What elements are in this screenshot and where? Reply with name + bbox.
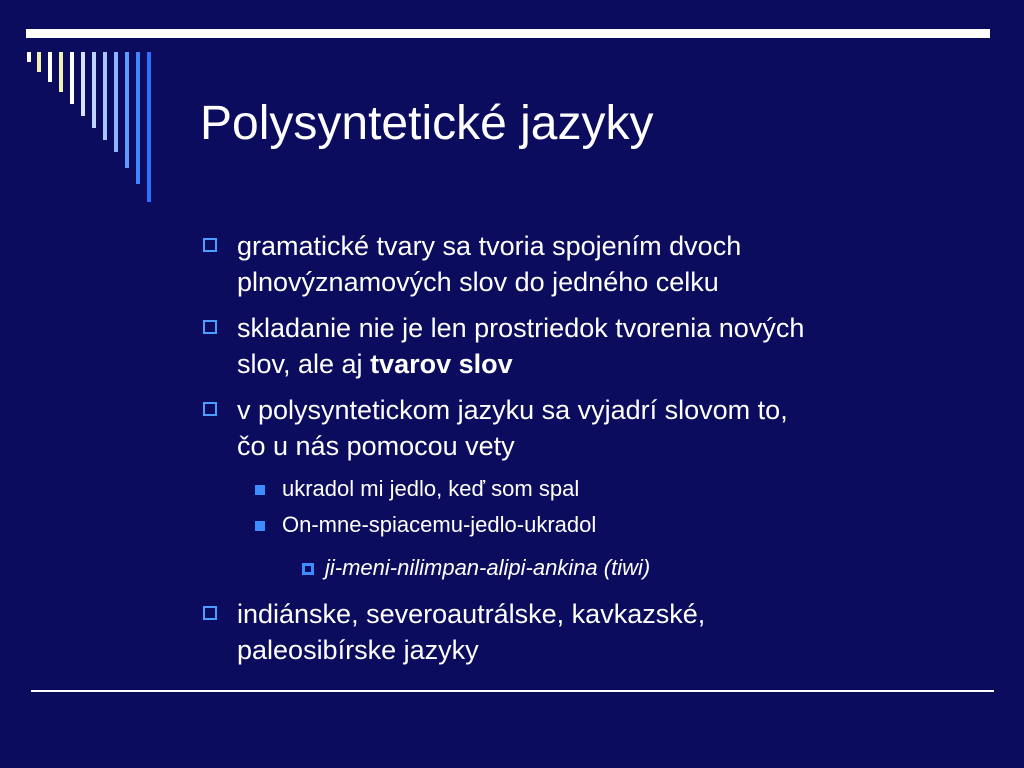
bullet-text: slov, ale aj <box>237 349 371 379</box>
decor-bar <box>136 52 140 184</box>
decor-bar <box>48 52 52 82</box>
decor-bar <box>92 52 96 128</box>
filled-square-bullet-icon <box>255 521 265 531</box>
framed-square-bullet-icon <box>302 563 314 575</box>
bullet-line <box>237 346 513 382</box>
decor-bar <box>147 52 151 202</box>
slide-title: Polysyntetické jazyky <box>200 97 654 150</box>
sub-bullet-line: ukradol mi jedlo, keď som spal <box>282 476 580 501</box>
decor-bar <box>27 52 31 62</box>
bullet-line: paleosibírske jazyky <box>237 635 479 665</box>
hollow-square-bullet-icon <box>203 320 217 334</box>
bullet-line: čo u nás pomocou vety <box>237 431 515 461</box>
decor-bar <box>103 52 107 140</box>
top-rule <box>26 29 990 38</box>
bullet-line: v polysyntetickom jazyku sa vyjadrí slovom to, <box>237 395 788 425</box>
bullet-line: indiánske, severoautrálske, kavkazské, <box>237 599 706 629</box>
decor-bar <box>81 52 85 116</box>
decor-bar <box>70 52 74 104</box>
decor-bar <box>59 52 63 92</box>
bullet-bold-text: tvarov slov <box>370 349 513 379</box>
sub-bullet-line: On-mne-spiacemu-jedlo-ukradol <box>282 512 597 537</box>
decor-bar <box>114 52 118 152</box>
hollow-square-bullet-icon <box>203 238 217 252</box>
bullet-line: plnovýznamových slov do jedného celku <box>237 267 719 297</box>
bottom-rule <box>31 690 994 692</box>
bullet-line: gramatické tvary sa tvoria spojením dvoch <box>237 231 742 261</box>
sub-sub-bullet-line: ji-meni-nilimpan-alipi-ankina (tiwi) <box>325 555 651 580</box>
decor-bar <box>125 52 129 168</box>
decor-bar <box>37 52 41 72</box>
bullet-line: skladanie nie je len prostriedok tvorenia nových <box>237 313 805 343</box>
hollow-square-bullet-icon <box>203 402 217 416</box>
filled-square-bullet-icon <box>255 485 265 495</box>
hollow-square-bullet-icon <box>203 606 217 620</box>
